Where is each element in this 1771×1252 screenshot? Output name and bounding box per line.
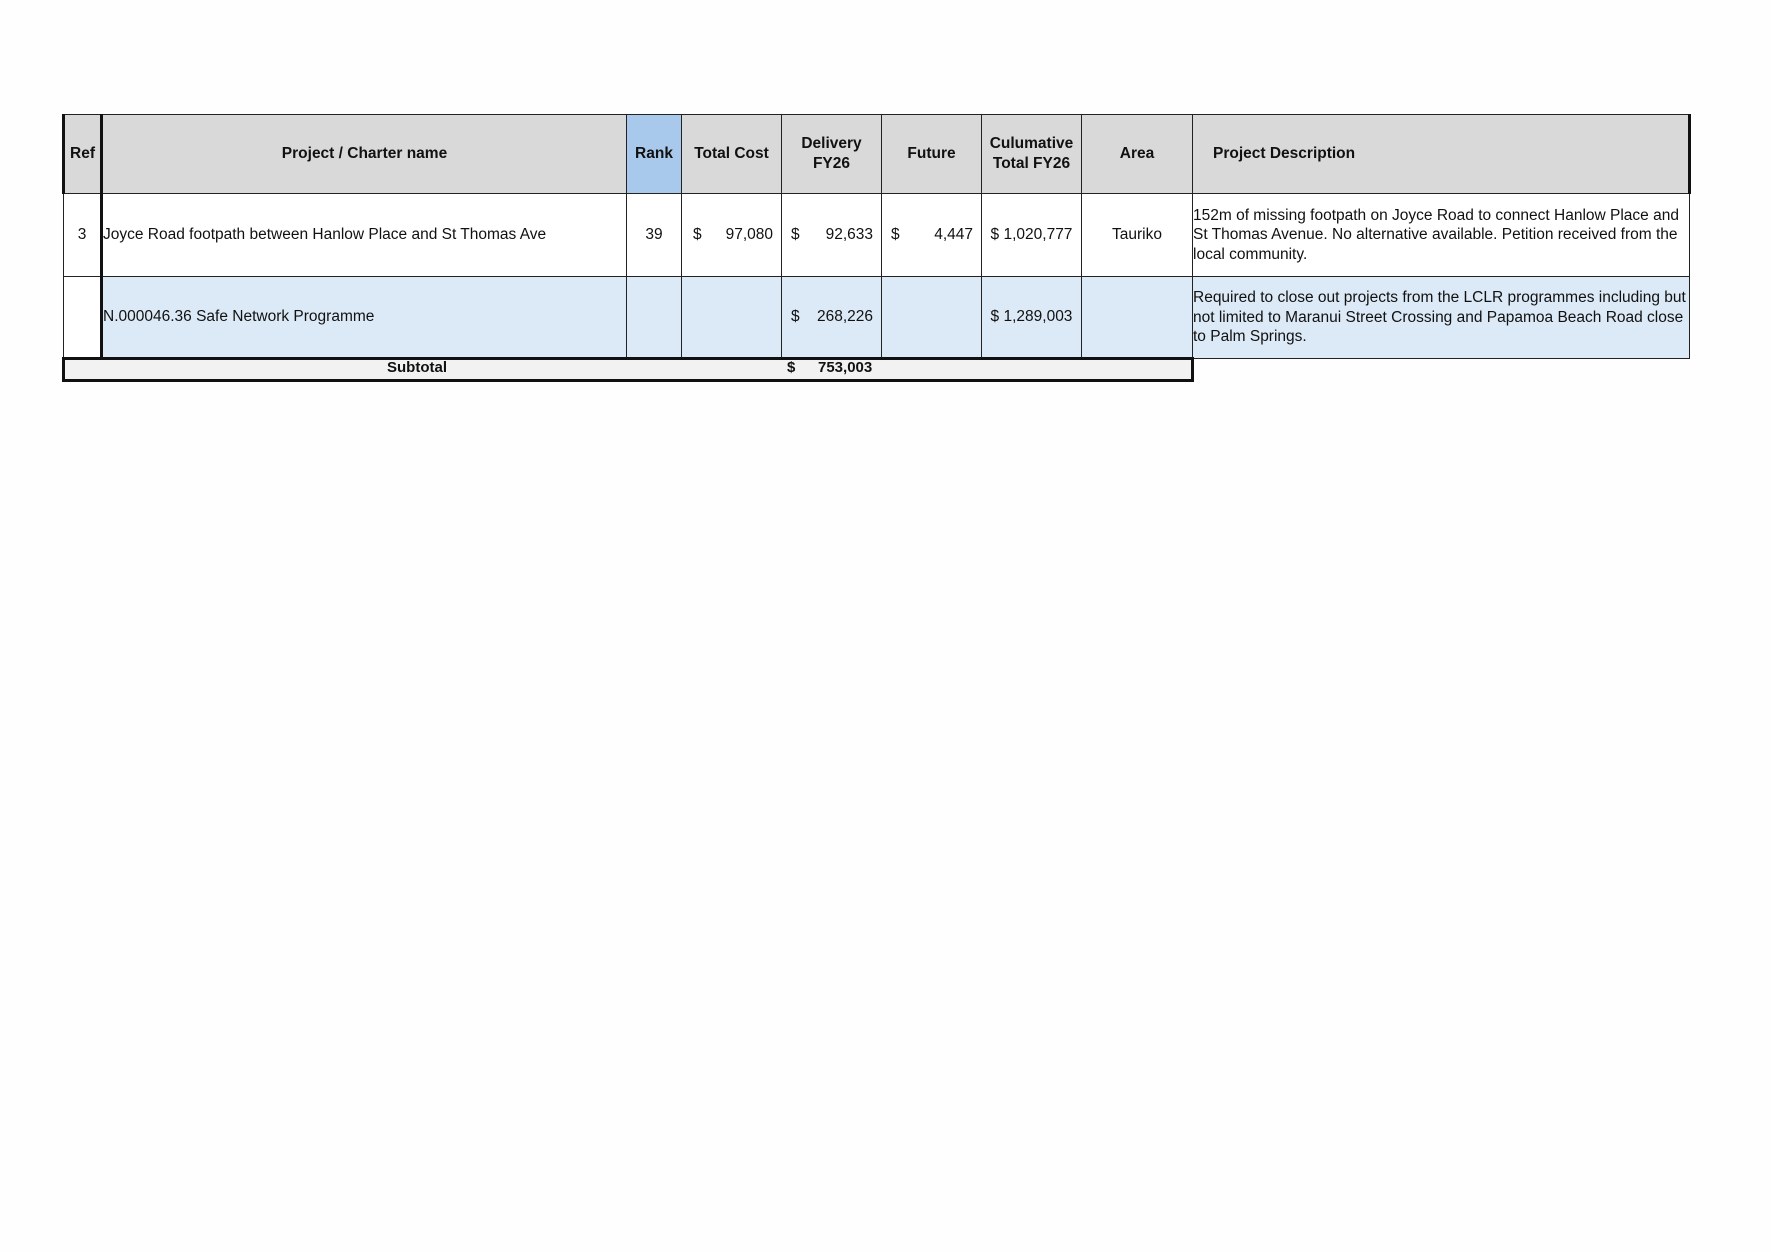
cell-project-name: N.000046.36 Safe Network Programme [102, 277, 627, 359]
header-rank: Rank [627, 115, 682, 194]
amount: 97,080 [725, 226, 773, 243]
table-row [64, 194, 1690, 277]
amount: 268,226 [816, 308, 873, 325]
cell-total-cost [682, 277, 782, 359]
cell-area [1082, 277, 1193, 359]
header-future: Future [882, 115, 982, 194]
cell-delivery-fy26 [782, 277, 882, 359]
cell-area: Tauriko [1082, 194, 1193, 277]
cell-cumulative-total: $ 1,289,003 [982, 277, 1082, 359]
header-cumulative-line1: Culumative [989, 135, 1074, 152]
spreadsheet-page [62, 114, 1691, 382]
cell-ref [64, 277, 102, 359]
currency-symbol: $ [791, 226, 800, 243]
header-cumulative-line2: Total FY26 [992, 155, 1071, 172]
currency-symbol: $ [791, 308, 800, 325]
cell-project-description: Required to close out projects from the LCLR programmes including but not limited to Maranui Street Crossing and Papamoa Beach Road close to Palm Springs. [1193, 277, 1690, 359]
currency-symbol: $ [693, 226, 702, 243]
subtotal-cell [64, 359, 1193, 381]
subtotal-label: Subtotal [387, 359, 447, 376]
header-ref: Ref [64, 115, 102, 194]
header-project-name: Project / Charter name [102, 115, 627, 194]
cell-total-cost [682, 194, 782, 277]
subtotal-row [64, 359, 1690, 381]
amount: 4,447 [934, 226, 973, 243]
cell-cumulative-total: $ 1,020,777 [982, 194, 1082, 277]
header-delivery-line2: FY26 [812, 155, 851, 172]
header-delivery-fy26 [782, 115, 882, 194]
table-row [64, 277, 1690, 359]
currency-symbol: $ [891, 226, 900, 243]
header-area: Area [1082, 115, 1193, 194]
header-cumulative-total [982, 115, 1082, 194]
cell-project-description: 152m of missing footpath on Joyce Road to connect Hanlow Place and St Thomas Avenue. No alternative available. Petition received from the local community. [1193, 194, 1690, 277]
cell-future [882, 194, 982, 277]
header-project-description: Project Description [1193, 115, 1690, 194]
cell-ref: 3 [64, 194, 102, 277]
cell-rank [627, 277, 682, 359]
subtotal-blank [1193, 359, 1690, 381]
header-delivery-line1: Delivery [801, 135, 862, 152]
cell-project-name: Joyce Road footpath between Hanlow Place and St Thomas Ave [102, 194, 627, 277]
cell-delivery-fy26 [782, 194, 882, 277]
projects-table [62, 114, 1691, 382]
subtotal-currency: $ [787, 359, 796, 376]
subtotal-value: 753,003 [818, 359, 873, 376]
header-row [64, 115, 1690, 194]
header-total-cost: Total Cost [682, 115, 782, 194]
cell-future [882, 277, 982, 359]
cell-rank: 39 [627, 194, 682, 277]
amount: 92,633 [825, 226, 873, 243]
